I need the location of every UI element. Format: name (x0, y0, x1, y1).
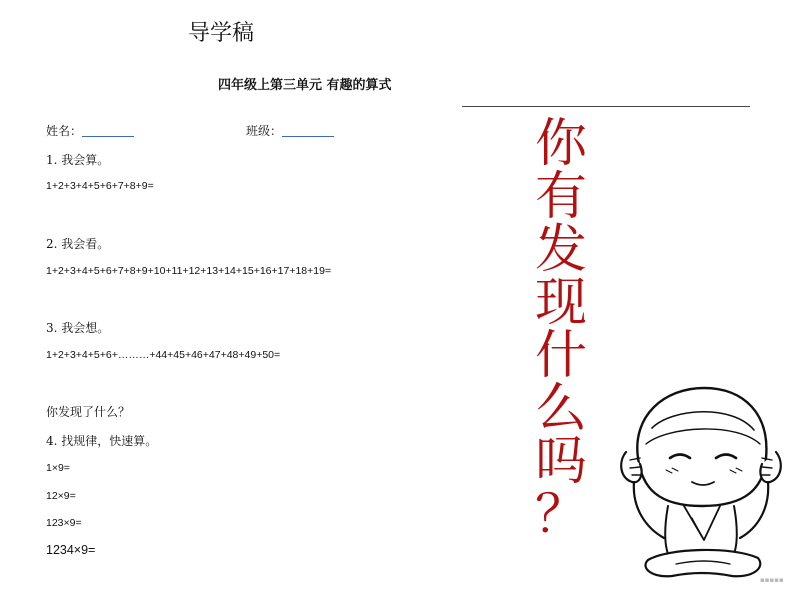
question-3: 3. 我会想。 (46, 321, 110, 335)
question-1: 1. 我会算。 (46, 153, 110, 167)
callout-char: 有 (534, 167, 587, 227)
name-field-row (46, 122, 134, 139)
question-2: 2. 我会看。 (46, 237, 110, 251)
equation-4c: 123×9= (46, 517, 82, 529)
name-blank[interactable] (82, 124, 134, 137)
vertical-question-callout (528, 114, 594, 545)
equation-1: 1+2+3+4+5+6+7+8+9= (46, 180, 154, 192)
class-blank[interactable] (282, 124, 334, 137)
callout-char: 什 (534, 326, 587, 386)
document-subtitle: 四年级上第三单元 有趣的算式 (218, 78, 392, 93)
callout-char: 现 (534, 273, 587, 333)
thinking-monk-icon (612, 378, 790, 582)
callout-char: 么 (534, 379, 587, 439)
class-label: 班级： (246, 124, 283, 138)
class-field-row (246, 122, 334, 139)
discovery-prompt: 你发现了什么？ (46, 405, 131, 419)
callout-char: 你 (534, 114, 587, 174)
name-label: 姓名： (46, 124, 83, 138)
callout-char: 发 (534, 220, 587, 280)
callout-char: 吗 (534, 432, 587, 492)
equation-4a: 1×9= (46, 462, 70, 474)
equation-4b: 12×9= (46, 490, 76, 502)
callout-char: ？ (534, 485, 587, 545)
equation-3: 1+2+3+4+5+6+………+44+45+46+47+48+49+50= (46, 349, 281, 361)
divider-line (462, 106, 750, 107)
equation-4d: 1234×9= (46, 543, 96, 557)
watermark-mark: ▪▪▪▪▪ (760, 576, 784, 584)
equation-2: 1+2+3+4+5+6+7+8+9+10+11+12+13+14+15+16+17+18+19= (46, 265, 332, 277)
question-4: 4. 找规律，快速算。 (46, 434, 158, 448)
document-title: 导学稿 (188, 21, 255, 46)
